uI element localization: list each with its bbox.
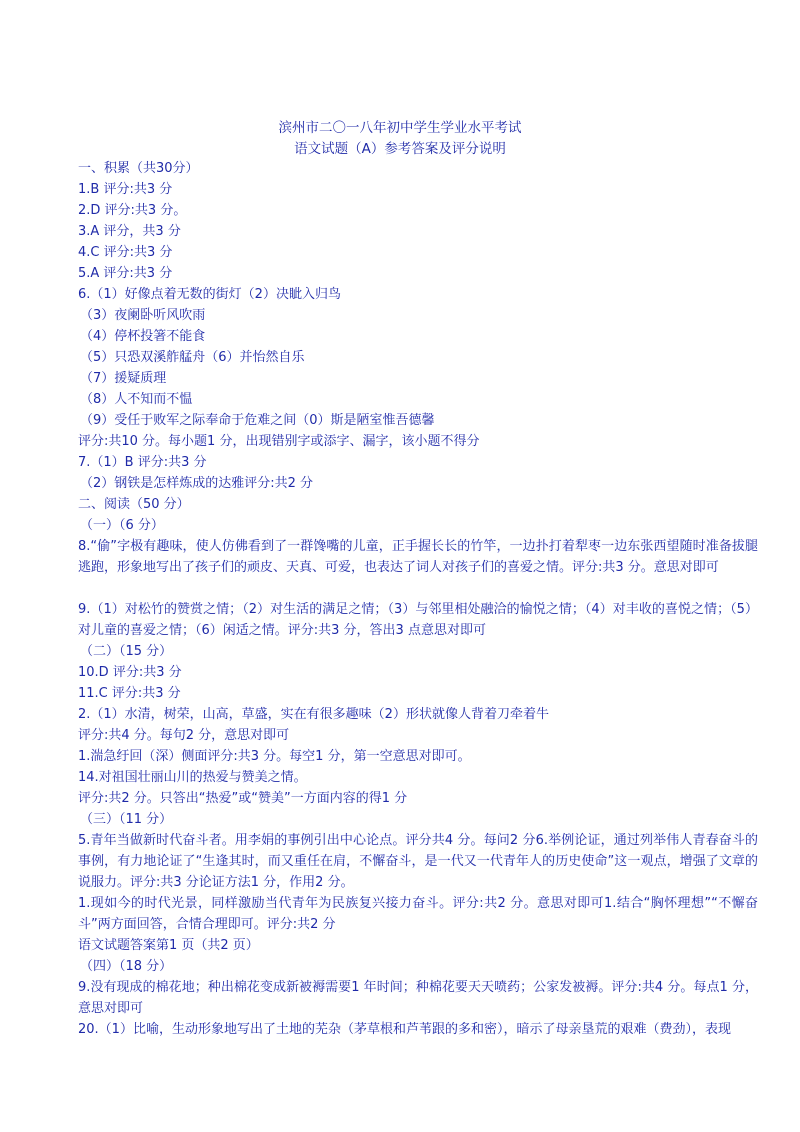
document-subtitle: 语文试题（A）参考答案及评分说明	[294, 141, 506, 157]
section-heading: 二、阅读（50 分）	[78, 497, 190, 512]
answer-content-2	[78, 641, 758, 830]
answer-line: （8）人不知而不愠	[80, 392, 193, 407]
scoring-note: 评分:共2 分。只答出“热爱”或“赞美”一方面内容的得1 分	[78, 791, 408, 806]
answer-paragraph-8: 8.“偷”字极有趣味，使人仿佛看到了一群馋嘴的儿童，正手握长长的竹竿，一边扑打着犁枣一边东张西望随时准备拔腿逃跑，形象地写出了孩子们的顽皮、天真、可爱，也表达了词人对孩子们的喜爱之情。评分:共3 分。意思对即可	[78, 539, 758, 575]
subsection-heading: （四）（18 分）	[80, 959, 173, 974]
answer-line: （3）夜阑卧听风吹雨	[80, 308, 206, 323]
answer-line: 1.湍急纡回（深）侧面评分:共3 分。每空1 分，第一空意思对即可。	[78, 749, 471, 764]
answer-paragraph-20: 20.（1）比喻，生动形象地写出了土地的芜杂（茅草根和芦苇跟的多和密），暗示了母亲垦荒的艰难（费劲），表现	[78, 1022, 731, 1037]
answer-paragraph-1: 1.现如今的时代光景，同样激励当代青年为民族复兴接力奋斗。评分:共2 分。意思对即可1.结合“胸怀理想”“不懈奋斗”两方面回答，合情合理即可。评分:共2 分	[78, 896, 758, 932]
answer-line: 1.B 评分:共3 分	[78, 182, 173, 197]
answer-line: （7）援疑质理	[80, 371, 167, 386]
answer-line: （4）停杯投箸不能食	[80, 329, 206, 344]
answer-line: （2）钢铁是怎样炼成的达雅评分:共2 分	[80, 476, 314, 491]
answer-line: 7.（1）B 评分:共3 分	[78, 455, 207, 470]
answer-paragraph-19: 9.没有现成的棉花地；种出棉花变成新被褥需要1 年时间；种棉花要天天喷药；公家发被褥。评分:共4 分。每点1 分，意思对即可	[78, 980, 758, 1016]
answer-paragraph-9: 9.（1）对松竹的赞赏之情；（2）对生活的满足之情；（3）与邻里相处融洽的愉悦之情；（4）对丰收的喜悦之情；（5）对儿童的喜爱之情；（6）闲适之情。评分:共3 分，答出3 点意思对即可	[78, 602, 758, 638]
scoring-note: 评分:共4 分。每句2 分，意思对即可	[78, 728, 290, 743]
answer-paragraph-5: 5.青年当做新时代奋斗者。用李娟的事例引出中心论点。评分共4 分。每问2 分6.举例论证，通过列举伟人青春奋斗的事例，有力地论证了“生逢其时，而又重任在肩，不懈奋斗，是一代又一代青年人的历史使命”这一观点，增强了文章的说服力。评分:共3 分论证方法1 分，作用2 分。	[78, 833, 758, 890]
scoring-note: 评分:共10 分。每小题1 分，出现错别字或添字、漏字，该小题不得分	[78, 434, 480, 449]
title-block	[0, 118, 800, 160]
subsection-heading: （一）（6 分）	[80, 518, 164, 533]
answer-line: （9）受任于败军之际奉命于危难之间（0）斯是陋室惟吾德馨	[80, 413, 435, 428]
answer-line: 4.C 评分:共3 分	[78, 245, 173, 260]
answer-line: 2.D 评分:共3 分。	[78, 203, 187, 218]
document-title: 滨州市二〇一八年初中学生学业水平考试	[278, 120, 522, 136]
answer-line: 11.C 评分:共3 分	[78, 686, 181, 701]
answer-line: 3.A 评分，共3 分	[78, 224, 181, 239]
answer-line: 2.（1）水清，树荣，山高，草盛，实在有很多趣味（2）形状就像人背着刀牵着牛	[78, 707, 549, 722]
answer-line: 6.（1）好像点着无数的街灯（2）决眦入归鸟	[78, 287, 341, 302]
answer-line: 14.对祖国壮丽山川的热爱与赞美之情。	[78, 770, 307, 785]
page-footer: 语文试题答案第1 页（共2 页）	[78, 938, 259, 953]
subsection-heading: （二）（15 分）	[80, 644, 173, 659]
answer-line: 5.A 评分:共3 分	[78, 266, 173, 281]
answer-content-3	[78, 935, 758, 977]
answer-line: 10.D 评分:共3 分	[78, 665, 182, 680]
section-heading: 一、积累（共30分）	[78, 161, 199, 176]
subsection-heading: （三）（11 分）	[80, 812, 173, 827]
answer-content	[78, 158, 758, 536]
answer-line: （5）只恐双溪舴艋舟（6）并怡然自乐	[80, 350, 305, 365]
